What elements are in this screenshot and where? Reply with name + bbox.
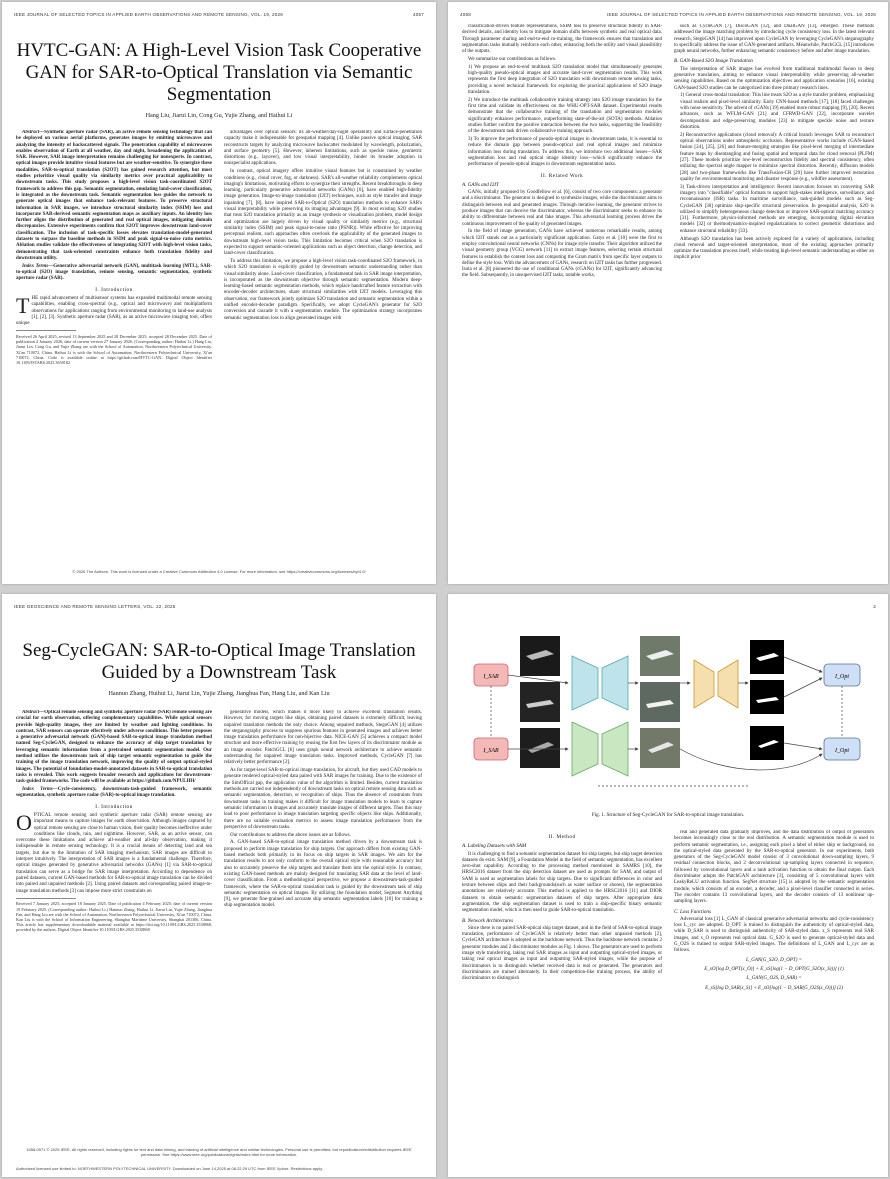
sar-image-thumbnails: [520, 636, 560, 768]
subsection-heading: A. GANs and I2IT: [462, 181, 499, 188]
paper-page-3: [2, 594, 436, 1177]
journal-header: IEEE JOURNAL OF SELECTED TOPICS IN APPLIED EARTH OBSERVATIONS AND REMOTE SENSING, VOL. 19, 2026: [14, 12, 284, 17]
page-header: [460, 12, 876, 17]
optical-output-label-top: I_Opt: [835, 674, 849, 680]
body-paragraph: Adversarial loss [1] L_GAN of classical generative adversarial networks and cycle-consistency loss L_cyc are adopted. D_OPT is trained to distinguish the authenticity of optical-styled data, while D_SAR is used to distinguish authenticity of SAR-styled data. x_S represents real SAR images, and x_O represents real optical data. G_S2O is used to generate optical-styled data and G_O2S is trained to output SAR-styled images. The definitions of L_GAN and L_cyc are as follows.: [674, 916, 874, 954]
optical-output-label-bottom: I_Opt: [835, 748, 849, 754]
body-paragraph: advantages over optical sensors: its all-weather/day-night operability and surface-penetration capacity make it indispensable for geospatial mapping [4]. Unlike passive optical imaging, SAR reconstructs targets by analyzing microwave backscatter modulated by wavelength, polarization, and surface geometry [5]. However, inherent limitations, such as speckle noise, geometric distortions (e.g., layover), and low visual interpretability, hinder its broader adoption in nonspecialist applications.: [224, 130, 422, 167]
dropcap: O: [16, 809, 32, 835]
equation-1-rhs: E_xO[log D_OPT(x_O)] + E_xS[log(1 − D_OPT(G_S2O(x_S)))] (1): [704, 966, 844, 972]
body-paragraph: Since there is no paired SAR-optical ship target dataset, and in the field of SAR-to-optical image translation, performance of CycleGAN is relatively better than other unpaired methods [2], CycleGAN architecture is adopted as the backbone network. Thus the backbone network contains 2 generator modules and 2 discriminator modules as Fig. 1 shows. The generators are used to perform image style transferring, taking real SAR images as input and outputting optical-styled images, or taking real optical images as input and outputting SAR-styled images, while the purpose of discriminators is to distinguish whether received data is real or generated. The generators and discriminators are trained alternately. In their competition-like training process, the ability of discriminators to distinguish: [462, 925, 662, 982]
section-heading: II. Related Work: [540, 172, 584, 179]
contribution-item: 3) To improve the performance of pseudo-optical images in downstream tasks, it is essential to reduce the domain gap between pseudo-optical and real optical images and minimize information loss during translation. To address this, we introduce two additional losses—SAR segmentation loss and real optical image identity loss—which significantly enhance the performance of pseudo-optical images in downstream segmentation tasks.: [468, 137, 662, 168]
figure-caption: Fig. 1. Structure of Seg-CycleGAN for SAR-to-optical image translation.: [591, 812, 745, 818]
body-paragraph: Although S2O translation has been actively explored for a variety of applications, including cloud removal and target-oriented interpretation, most of the existing approaches primarily optimize the translation process itself, while treating high-level semantic understanding as either an implicit prior: [674, 236, 874, 261]
section-heading: I. Introduction: [95, 286, 133, 293]
footnote: Received 26 April 2025; revised 13 September 2025 and 28 December 2025; accepted 28 December 2025. Date of publication 2 January 2026; date of current version 27 January 2026. (Corresponding author: Haihui Li.) Hang Liu, Jiarui Lin, Cong Gu, and Yujie Zhang are with the School of Automation, Northwestern Polytechnical University, Xi'an 710072, China. Haihui Li is with the School of Automation, Northwestern Polytechnical University, Xi'an 710072, China. Code is available online at https://github.com/HVTC-GAN. Digital Object Identifier 10.1109/JSTARS.2025.3650182: [16, 333, 212, 365]
body-paragraph: To address this limitation, we propose a high-level vision task-coordinated S2O framework, in which S2O translation is explicitly guided by downstream semantic understanding rather than visual similarity alone. Land-cover classification, a fundamental task in SAR image interpretation, is incorporated as the downstream objective through semantic segmentation. Modern deep-learning-based semantic segmentation methods, which replace handcrafted feature extraction with encoder-decoder architectures, share structural similarities with I2IT models. Leveraging this observation, our framework jointly optimizes S2O translation and semantic segmentation within a unified encoder-decoder paradigm. Specifically, we adopt CycleGAN's generator for S2O conversion and cascade it with a segmentation module. The optimization strategy incorporates semantic segmentation loss to align generated images with: [224, 258, 422, 321]
contribution-item: 1) We propose an end-to-end multitask S2O translation model that simultaneously generates high-quality pseudo-optical images and accurate land-cover segmentation results. This work represents the first deep integration of S2O translation with downstream remote sensing tasks, providing a novel technical framework for exploring the practical applications of S2O image translation.: [468, 64, 662, 95]
section-heading: I. Introduction: [95, 803, 133, 810]
research-line-item: 3) Task-driven interpretation and intelligence: Recent innovation focuses on converting SAR imagery into "classifiable" optical formats to support high-stakes intelligence, surveillance, and reconnaissance (ISR) tasks. In maritime surveillance, task-guided models such as Seg-CycleGAN [30] optimize ship-specific structural preservation. In geospatial analysis, S2O is utilized to simplify heterogeneous change detection or improve SAR-optical matching accuracy [31]. Furthermore, physics-informed methods are emerging, incorporating digital elevation models [32] or thermodynamics-inspired regularizations to correct geometric distortions and enhance structural reliability [33].: [680, 184, 874, 234]
segmentation-encoder: [694, 660, 714, 708]
right-column: [674, 24, 874, 574]
generator-encoder-bottom: [572, 722, 598, 776]
sar-input-label-bottom: I_SAR: [483, 748, 499, 754]
footnote-rule: [16, 330, 76, 331]
page-number: 4058: [460, 12, 472, 17]
subsection-heading: B. GAN-Based S2O Image Translation: [674, 58, 753, 65]
body-paragraph: generative models, which makes it more likely to achieve excellent translation results. However, for moving targets like ships, obtaining paired datasets is extremely difficult, leaving unpaired translation methods the only choice. Among unpaired methods, StegoGAN [4] utilizes the steganography process to suppress spurious features in generated images and achieves better image translation performance for non-bijective data. NICE-GAN [5] achieves a compact model structure and more effective training by reusing the first few layers of its discriminator module as an image encoder. PatchGCL [6] uses graph neural network architecture to achieve semantic understanding for unpaired image translation tasks. Improved methods, CycleGAN [7] has relatively better performance [2].: [224, 710, 422, 766]
contribution-item: 2) We introduce the multitask collaborative training strategy into S2O image translation for the first time and validate its effectiveness on the WHU-OPT-SAR dataset. Experimental results demonstrate that the collaborative training of the translation and segmentation modules significantly enhances performance, outperforming state-of-the-art (SOTA) methods. Ablation studies further confirm the positive interaction between the two tasks, supporting the feasibility of the downstream task driven collaborative training approach.: [468, 97, 662, 135]
body-paragraph: such as CycleGAN [7], DiscoGAN [12], and DualGAN [13], emerged. These methods addressed the image matching problem by introducing cycle consistency loss. In the latest relevant research, StegoGAN [14] has improved upon CycleGAN by leveraging CycleGAN's steganography to specifically address the issue of GAN-generated artifacts. Meanwhile, PatchGCL [15] introduces graph neural networks, further enhancing semantic consistency before and after image translation.: [674, 24, 874, 55]
journal-header: IEEE JOURNAL OF SELECTED TOPICS IN APPLIED EARTH OBSERVATIONS AND REMOTE SENSING, VOL. 19, 2026: [606, 12, 876, 17]
index-terms: Index Terms—Cycle-consistency, downstream-task-guided framework, semantic segmentation, synthetic aperture radar (SAR)-to-optical image translation.: [16, 787, 212, 799]
author-list: Hannuo Zhang, Huihui Li, Jiarui Lin, Yujie Zhang, Jianghua Fan, Hang Liu, and Kan Liu: [108, 690, 330, 697]
contribution-item: A. GAN-based SAR-to-optical image translation method driven by a downstream task is proposed to perform image translation for ship targets. Our approach differs from existing GAN-based methods both primarily in its focus on ship targets in SAR images. We aim for the translation results to not only conform to the overall optical style with reasonable accuracy but also to accurately preserve the ship targets and translate them into the optical style. In contrast, existing GAN-based methods are mainly designed for translating SAR data at the level of land-cover classification. From a methodological perspective, we propose a downstream-task-guided framework, where the SAR-to-optical translation task is guided by the downstream task of ship semantic segmentation on optical images. By utilizing the foundation model, Segment Anything [9], we generate fine-grained and accurate ship semantic segmentation labels [10] for training a ship segmentation model.: [224, 840, 422, 909]
body-paragraph: The interpretation of SAR images has evolved from traditional multimodal fusion to deep generative translation, aiming to enhance visual interpretability while preserving all-weather sensing capabilities. Based on the optimization objectives and application scenarios [16], existing GAN-based S2O studies can be categorized into three primary research lines.: [674, 66, 874, 91]
paper-title: Seg-CycleGAN: SAR-to-Optical Image Translation Guided by a Downstream Task: [22, 640, 416, 683]
research-line-item: 2) Reconstructive applications (cloud removal): A critical branch leverages SAR to reconstruct optical observations under atmospheric occlusion. Representative works include cGAN-based fusion [24], [25], [26] and feature-merging strategies like pixel-level merging of intermediate feature maps by disentangling and fusing spatial and temporal data for cloud removal (PLFM) [27]. These models prioritize low-level reconstruction fidelity and spectral consistency, often utilizing the spectral angle mapper to minimize spectral distortion. Recently, diffusion models [28] and two-phase frameworks like TransFusion-CR [29] have further improved restoration quality for environmental monitoring and disaster response (e.g., wildfire assessment).: [680, 132, 874, 182]
page-header: [460, 604, 876, 609]
left-column: [16, 130, 212, 568]
generator-decoder-top: [602, 656, 628, 710]
body-paragraph: GANs, initially proposed by Goodfellow et al. [6], consist of two core components: a generator and a discriminator. The generator is designed to synthesize images, while the discriminator aims to distinguish between real and generated images. Through iterative learning, the generator strives to produce images that can deceive the discriminator, whereas the discriminator seeks to enhance its ability to differentiate between real and fake images. This adversarial learning process drives the continuous improvement of the quality of generated images.: [462, 190, 662, 227]
dropcap: T: [16, 292, 30, 318]
intro-paragraph: OPTICAL remote sensing and synthetic aperture radar (SAR) remote sensing are important means to capture images for earth observation. Although images captured by optical remote sensing are close to human vision, their quality becomes ineffective under conditions like clouds, rain, and nighttime. However, SAR, as an active sensor, can overcome these limitations and achieve all-weather and all-day observation, making it indispensable in remote sensing technology. It is a crucial means of detecting land and sea targets, but due to the limitation of SAR imaging mechanism, SAR images are difficult to interpret intuitively. The interpretation of SAR images is a fundamental challenge. Therefore, optical images generated by generative adversarial networks (GANs) [1] via SAR-to-optical translation can serve as a bridge for SAR image interpretation. According to dependence on paired datasets, current GAN-based methods for SAR-to-optical image translation can be divided into paired and unpaired methods [2]. Using paired datasets and corresponding paired image-to-image translation methods [3] can impose more strict constraints on: [16, 809, 212, 894]
body-paragraph: As for target-level SAR-to-optical image translation, for aircraft, but they used CAD models to generate rendered optical-styled data paired with SAR images for training. Due to the existence of the SimOffical gap, the application value of the algorithm is limited. Besides, current translation methods are carried out independently of downstream tasks on optical remote sensing data such as semantic segmentation, detection, or recognition of ships. Thus the absence of constraints from downstream tasks in training makes it difficult for image translation models to learn to capture semantic information in images and accurately translate images of different targets. Thus this may lead to poor performance in image translation targeting specific objects like ships. Additionally, there are no suitable evaluation metrics to assess image translation performance from the perspective of downstream tasks.: [224, 768, 422, 830]
subsection-heading: C. Loss Functions: [674, 908, 711, 915]
page-header: [14, 12, 424, 17]
architecture-figure: [468, 626, 868, 806]
generator-encoder-top: [572, 656, 598, 710]
equation-2-lhs: L_GAN(G_O2S, D_SAR) =: [746, 976, 802, 982]
journal-header: IEEE GEOSCIENCE AND REMOTE SENSING LETTERS, VOL. 22, 2025: [14, 604, 176, 609]
left-column: [16, 710, 212, 1130]
author-list: Hang Liu, Jiarui Lin, Cong Gu, Yujie Zhang, and Haihui Li: [145, 112, 293, 119]
body-paragraph: We summarize our contributions as follows.: [468, 56, 557, 62]
equation-2-rhs: E_xS[log D_SAR(x_S)] + E_xO[log(1 − D_SAR(G_O2S(x_O)))] (2): [705, 985, 843, 991]
abstract: Abstract—Optical remote sensing and synthetic aperture radar (SAR) remote sensing are crucial for earth observation, offering complementary capabilities. While optical sensors provide high-quality images, they are limited by weather and lighting conditions. In contrast, SAR sensors can operate effectively under adverse conditions. This letter proposes a generative adversarial network (GAN)-based SAR-to-optical image translation method named Seg-CycleGAN, designed to enhance the accuracy of ship target translation by leveraging semantic information from a pretrained semantic segmentation model. Our method utilizes the downstream task of ship target semantic segmentation to guide the training of the image translation network, improving the quality of output optical-styled images. The potential of foundation-model-annotated datasets in SAR-to-optical translation tasks is revealed. This work suggests broader research and applications for downstream-task-guided frameworks. The code will be available at https://github.com/NPULHH/: [16, 710, 212, 785]
equation-1-lhs: L_GAN(G_S2O, D_OPT) =: [745, 957, 802, 963]
page-number: 2: [873, 604, 876, 609]
segmentation-masks: [750, 640, 784, 760]
subsection-heading: A. Labeling Datasets with SAM: [462, 843, 527, 850]
intro-paragraph: THE rapid advancement of multisensor systems has expanded multimodal remote sensing capabilities, enabling cross-spectral (e.g., optical and microwave) and multiplatform observations for applications ranging from environmental monitoring to land-use analysis [1], [2], [3]. Synthetic aperture radar (SAR), as an active microwave imaging tool, offers unique: [16, 292, 212, 327]
section-heading: II. Method: [548, 834, 576, 840]
body-paragraph: In contrast, optical imagery offers intuitive visual features but is constrained by weather conditions (e.g., cloud cover, fog, or darkness). SAR's all-weather reliability complements optical imaging's limitations, motivating efforts to synergize their strengths. Recent breakthroughs in deep learning, particularly generative adversarial networks (GANs) [6], have enabled high-fidelity image generation. Image-to-image translation (I2IT) techniques, such as style transfer and image inpainting [7], [8], have inspired SAR-to-Optical (S2O) translation methods to enhance SAR's visual interpretability while preserving its imaging advantages [9]. In most existing S2O studies that treat S2O translation primarily as an image synthesis or visualization problem, model design and optimization are largely driven by visual quality or similarity metrics (e.g., structural similarity index (SSIM) and peak signal-to-noise ratio (PSNR)). While effective for improving perceptual realism, such approaches often overlook the applicability of the generated images to downstream high-level vision tasks. This limitation becomes critical when S2O translation is expected to support semantic-oriented applications such as object detection, change detection, and land-cover classification.: [224, 169, 422, 257]
right-column: [674, 830, 874, 1168]
body-paragraph: It is challenging to find a semantic segmentation dataset for ship targets, but ship target detection datasets do exist. SAM [9], a Foundation Model in the field of semantic segmentation, has excellent zero-shot capability. According to the processing method mentioned in SAMRS [10], the HRSC2016 dataset from the ship detection dataset are used as prompts for SAM, and output of SAM is used as segmentation labels for ship targets. Due to significant differences in color and texture between ships and their backgrounds(such as water surface or shores), the segmentation annotations are relatively accurate. This method is applied to the HRSC2016 [11] and DIOR datasets to obtain semantic segmentation datasets of ship targets. After appropriate data augmentation, the ship segmentation dataset is used to train a ship-specific binary semantic segmentation model, which is then used to guide SAR-to-optical translation.: [462, 851, 662, 914]
paper-page-2: [448, 2, 888, 584]
sar-input-label-top: I_SAR: [483, 674, 499, 680]
paper-page-4: [448, 594, 888, 1177]
right-column: [224, 130, 422, 540]
paper-title: HVTC-GAN: A High-Level Vision Task Cooperative GAN for SAR-to-Optical Translation via Semantic Segmentation: [16, 40, 422, 105]
download-note: Authorized licensed use limited to: NORTHWESTERN POLYTECHNICAL UNIVERSITY. Downloaded on June 14,2025 at 06:22:29 UTC from IEEE Xplore. Restrictions apply.: [16, 1166, 324, 1171]
abstract: Abstract—Synthetic aperture radar (SAR), an active remote sensing technology that can be deployed on various aerial platforms, generates images by emitting microwaves and analyzing the intensity of backscattered signals. The penetration capability of microwaves enables observation of Earth at all weather, day and night, broadening the application of SAR. However, SAR image interpretation remains challenging for nonexperts. In contrast, optical images provide intuitive visual features but are weather-sensitive. To synergize these modalities, SAR-to-optical translation (S2OT) has gained research attention, but most studies prioritize visual quality via similarity metrics over practical applicability to downstream tasks. This study proposes a high-level vision task-coordinated S2OT framework to address this gap. Semantic segmentation, emulating land-cover classification, is integrated as the downstream task. Semantic segmentation loss guides the network to generate optical images that enhance task-relevant features. To preserve structural information in SAR images, we introduce structural similarity index (SSIM) loss and incorporate SAR-derived semantic segmentation maps as auxiliary inputs. An identity loss further aligns the distribution of generated and real optical images, mitigating domain discrepancies. Extensive experiments confirm that S2OT improves downstream land-cover classification. The inclusion of task-specific losses elevates translation-model-generated datasets to surpass the baseline methods in SSIM and peak signal-to-noise ratio metrics. Ablation studies validate the effectiveness of integrating S2OT with high-level vision tasks, demonstrating that task-oriented constraints enhance both translation fidelity and downstream utility.: [16, 130, 212, 261]
subsection-heading: B. Network Architectures: [462, 917, 514, 924]
research-line-item: 1) General cross-modal translation: This line treats S2O as a style transfer problem, emphasizing visual realism and pixel-level similarity. Early CNN-based methods [17], [18] faced challenges with noise sensitivity. The advent of cGANs [19] enabled more robust mapping [9], [20]. Recent advances, such as WFLM-GAN [21] and CFRWD-GAN [22], incorporate wavelet decomposition and edge-preserving modules [23] to mitigate speckle noise and texture distortion.: [680, 93, 874, 130]
body-paragraph: Our contributions to address the above issues are as follows.: [230, 832, 351, 838]
right-column: [224, 710, 422, 1130]
left-column: [462, 24, 662, 574]
index-terms: Index Terms—Generative adversarial network (GAN), multitask learning (MTL), SAR-to-optical (S2O) image translation, remote sensing, semantic segmentation, synthetic aperture radar (SAR).: [16, 263, 212, 282]
body-paragraph: real and generated data gradually improves, and the data distribution of output of generators becomes increasingly close to the real distribution. A semantic segmentation module is used to perform semantic segmentation, i.e., assigning each pixel a label of either ship or background, on the optical-styled data generated by the SAR-to-optical generator. In our experiments, both generators of the Seg-CycleGAN model consist of 3 convolutional down-sampling layers, 9 residual connection blocks, and 2 deconvolutional up-sampling layers connected in sequence, followed by convolutional layers and a tanh activation function to obtain the final output. Each discriminator adopts the PatchGAN architecture [3], consisting of 5 convolutional layers with LeakyReLU activation function. SegNet structure [15] is adopted by the semantic segmentation module, which consists of an encoder, a decoder, and a pixel-level classifier connected in series. The encoder contains 13 convolutional layers, and the decoder consists of 13 nonlinear up-sampling layers.: [674, 830, 874, 905]
page-number: 4057: [412, 12, 424, 17]
body-paragraph: classification-driven feature representations, SSIM loss to preserve structural fidelity in SAR-derived details, and identity loss to mitigate domain shifts between synthetic and real optical data. Through parameter sharing and end-to-end co-training, the framework ensures that translation and segmentation tasks mutually reinforce each other, enhancing both the utility and visual plausibility of the outputs.: [462, 24, 662, 55]
footnote: Received 7 January 2025; accepted 18 January 2025. Date of publication 4 February 2025; date of current version 19 February 2025. (Corresponding author: Huihui Li.) Hannuo Zhang, Huihui Li, Jiarui Lin, Yujie Zhang, Jianghua Fan, and Hang Liu are with the School of Automation, Northwestern Polytechnical University, Xi'an 710072, China. Kan Liu is with the School of Information Engineering, Shanghai Maritime University, Shanghai 201306, China. This article has supplementary downloadable material available at https://doi.org/10.1109/LGRS.2025.3538868, provided by the authors. Digital Object Identifier 10.1109/LGRS.2025.3538868: [16, 901, 212, 933]
optical-image-thumbnails: [640, 636, 680, 768]
footnote-rule: [16, 898, 76, 899]
left-column: [462, 830, 662, 1168]
license-note: © 2026 The Authors. This work is licensed under a Creative Commons Attribution 4.0 License. For more information, see https://creativecommons.org/licenses/by/4.0/: [72, 569, 366, 574]
page-header: [14, 604, 424, 609]
segmentation-decoder: [718, 660, 738, 708]
body-paragraph: In the field of image generation, GANs have achieved numerous remarkable results, among which I2IT stands out as a particularly significant application. Gatys et al. [10] were the first to employ convolutional neural networks (CNNs) for image style transfer. Their algorithm utilized the visual geometry group (VGG) network [11] to extract image features, selecting certain structural features to establish the content loss and computing the Gram matrix from specific layer outputs to define the style loss. With the advancement of GANs, research on I2IT tasks has further progressed. Isola et al. [8] pioneered the use of conditional GANs (cGANs) for I2IT, significantly advancing the field. Subsequently, in unsupervised I2IT tasks, notable works,: [462, 229, 662, 279]
generator-decoder-bottom: [602, 722, 628, 776]
license-note: 1558-0571 © 2025 IEEE. All rights reserved, including rights for text and data mining, and training of artificial intelligence and similar technologies. Personal use is permitted, but republication/redistribution requires IEEE permission. See https://www.ieee.org/publications/rights/index.html for more information.: [26, 1147, 412, 1157]
paper-page-1: [2, 2, 436, 584]
